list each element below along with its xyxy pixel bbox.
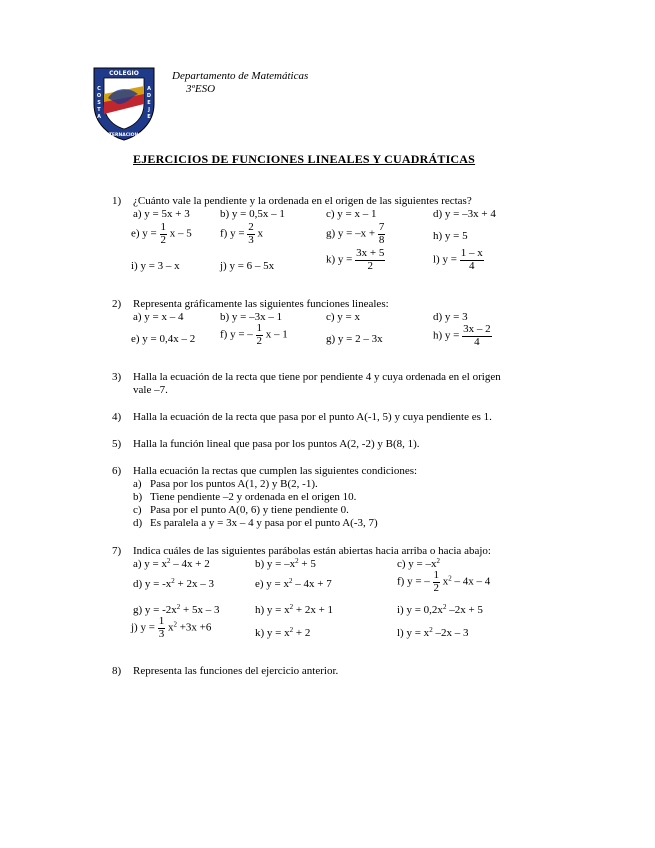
exercise-8-text: Representa las funciones del ejercicio anterior. [133,665,339,677]
ex1-item-b: b) y = 0,5x – 1 [220,208,285,220]
svg-text:T: T [97,107,101,113]
ex2-item-b: b) y = –3x – 1 [220,311,283,323]
ex6-label-c: c) [133,504,142,516]
svg-text:C: C [97,86,101,92]
department-name: Departamento de Matemáticas [172,70,309,82]
svg-text:O: O [96,93,102,99]
ex2-item-c: c) y = x [326,311,360,323]
ex2-item-d: d) y = 3 [433,311,468,323]
ex2-item-a: a) y = x – 4 [133,311,184,323]
ex1-item-i: i) y = 3 – x [131,260,180,272]
exercise-8-number: 8) [112,665,122,677]
ex2-item-g: g) y = 2 – 3x [326,333,383,345]
ex7-item-k: k) $y = x^2 + 2$ [255,626,311,639]
svg-text:COLEGIO: COLEGIO [109,70,139,77]
ex7-item-c: c) $y = -x^2$ [397,557,440,570]
ex7-item-a: a) $y = x^2 - 4x + 2$ [133,557,210,570]
ex2-item-h: h) y = $\frac{3x - 2}{4}$ [433,323,491,348]
ex1-item-a: a) y = 5x + 3 [133,208,190,220]
exercise-2-number: 2) [112,298,122,310]
ex1-item-l: l) y = $\frac{1 - x}{4}$ [433,247,483,272]
ex2-item-f: f) y = – $\frac{1}{2}$ x – 1 [220,322,288,347]
svg-text:J: J [148,107,150,113]
ex7-item-j: j) y = $\frac{1}{3}$ $x^2 +3x +6$ [131,615,212,640]
course-label: 3ºESO [186,83,216,95]
svg-text:S: S [97,100,101,106]
exercise-7-statement: Indica cuáles de las siguientes parábolas están abiertas hacia arriba o hacia abajo: [133,545,491,557]
ex6-item-b: Tiene pendiente –2 y ordenada en el origen 10. [150,491,357,503]
ex1-item-f: f) y = $\frac{2}{3}$ x [220,221,264,246]
ex1-item-j: j) y = 6 – 5x [220,260,275,272]
exercise-6-number: 6) [112,465,122,477]
ex6-item-a: Pasa por los puntos A(1, 2) y B(2, -1). [150,478,318,490]
svg-text:E: E [147,100,151,106]
ex2-item-e: e) y = 0,4x – 2 [131,333,196,345]
exercise-1-statement: ¿Cuánto vale la pendiente y la ordenada en el origen de las siguientes rectas? [133,195,472,207]
svg-text:A: A [97,114,101,120]
svg-text:INTERNACIONAL: INTERNACIONAL [103,133,145,138]
ex7-item-i: i) $y = 0,2x^2$ –2x + 5 [397,603,483,616]
ex7-item-e: e) $y = x^2 - 4x + 7$ [255,577,332,590]
ex1-item-e: e) y = $\frac{1}{2}$ x – 5 [131,221,192,246]
page-title: EJERCICIOS DE FUNCIONES LINEALES Y CUADRÁTICAS [133,152,476,166]
ex7-item-g: g) $y = -2x^2 + 5x - 3$ [133,603,220,616]
ex6-label-b: b) [133,491,143,503]
ex1-item-c: c) y = x – 1 [326,208,377,220]
exercise-3-line-2: vale –7. [133,384,168,396]
exercise-4-number: 4) [112,411,122,423]
exercise-4-text: Halla la ecuación de la recta que pasa por el punto A(-1, 5) y cuya pendiente es 1. [133,411,492,423]
svg-text:D: D [146,93,152,99]
exercise-5-text: Halla la función lineal que pasa por los puntos A(2, -2) y B(8, 1). [133,438,420,450]
svg-text:A: A [147,86,151,92]
ex7-item-b: b) $y = -x^2 + 5$ [255,557,316,570]
ex7-item-d: d) $y = -x^2 + 2x - 3$ [133,577,214,590]
ex6-item-d: Es paralela a y = 3x – 4 y pasa por el punto A(-3, 7) [150,517,378,529]
exercise-1-number: 1) [112,195,122,207]
ex7-item-l: l) $y = x^2$ –2x – 3 [397,626,469,639]
ex6-item-c: Pasa por el punto A(0, 6) y tiene pendiente 0. [150,504,349,516]
svg-text:E: E [147,114,151,120]
ex6-label-d: d) [133,517,143,529]
ex1-item-g: g) y = –x + $\frac{7}{8}$ [326,221,385,246]
exercise-6-statement: Halla ecuación la rectas que cumplen las siguientes condiciones: [133,465,418,477]
ex1-item-d: d) y = –3x + 4 [433,208,496,220]
school-logo [88,64,160,142]
ex7-item-h: h) $y = x^2 + 2x + 1$ [255,603,334,616]
exercise-7-number: 7) [112,545,122,557]
exercise-3-number: 3) [112,371,122,383]
exercise-3-line-1: Halla la ecuación de la recta que tiene por pendiente 4 y cuya ordenada en el origen [133,371,501,383]
ex7-item-f: f) y = – $\frac{1}{2}$ $x^2 - 4x - 4$ [397,569,491,594]
ex1-item-h: h) y = 5 [433,230,468,242]
ex1-item-k: k) y = $\frac{3x + 5}{2}$ [326,247,385,272]
ex6-label-a: a) [133,478,142,490]
exercise-2-statement: Representa gráficamente las siguientes funciones lineales: [133,298,389,310]
exercise-5-number: 5) [112,438,122,450]
